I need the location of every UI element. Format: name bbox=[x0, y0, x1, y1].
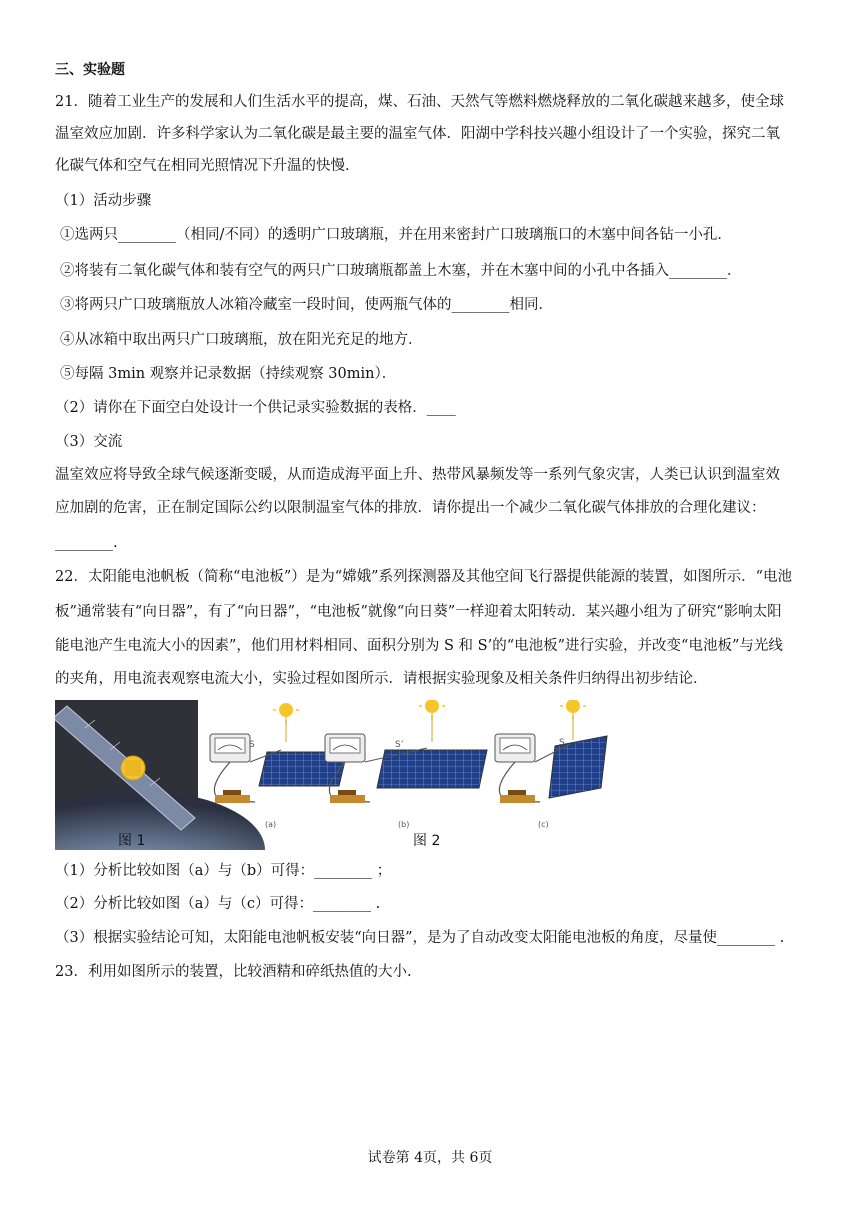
q21-text-line-3: ________. bbox=[55, 535, 118, 551]
q21-part3-title: （3）交流 bbox=[55, 434, 123, 450]
q21-part1-title: （1）活动步骤 bbox=[55, 193, 152, 209]
q22-question-3: （3）根据实验结论可知，太阳能电池帆板安装“向日器”，是为了自动改变太阳能电池板的角度，尽量使________ . bbox=[55, 930, 785, 946]
q21-step-1: ①选两只________（相同/不同）的透明广口玻璃瓶，并在用来密封广口玻璃瓶口的木塞中间各钻一小孔． bbox=[60, 227, 732, 243]
setup-b bbox=[325, 700, 487, 803]
subfig-b-label: (b) bbox=[398, 820, 410, 829]
figure-2-caption: 图 2 bbox=[413, 833, 441, 849]
q22-figure-drawing bbox=[55, 700, 615, 850]
q21-step-3: ③将两只广口玻璃瓶放人冰箱冷藏室一段时间，使两瓶气体的________相同． bbox=[60, 297, 553, 313]
q22-figure bbox=[55, 700, 615, 850]
q23-text: 23．利用如图所示的装置，比较酒精和碎纸热值的大小. bbox=[55, 964, 412, 980]
q21-intro-line-2: 温室效应加剧．许多科学家认为二氧化碳是最主要的温室气体．阳湖中学科技兴趣小组设计了一个实验，探究二氧 bbox=[55, 126, 780, 142]
q22-question-2: （2）分析比较如图（a）与（c）可得：________ . bbox=[55, 896, 381, 912]
q22-question-1: （1）分析比较如图（a）与（b）可得：________ ； bbox=[55, 863, 392, 879]
q22-intro-line-1: 22．太阳能电池帆板（简称“电池板”）是为“嫦娥”系列探测器及其他空间飞行器提供能源的装置，如图所示．“电池 bbox=[55, 569, 793, 585]
satellite-photo bbox=[55, 700, 265, 850]
q21-intro-line-1: 21．随着工业生产的发展和人们生活水平的提高，煤、石油、天然气等燃料燃烧释放的二氧化碳越来越多，使全球 bbox=[55, 94, 784, 110]
q22-intro-line-2: 板”通常装有“向日器”，有了“向日器”，“电池板”就像“向日葵”一样迎着太阳转动．某兴趣小组为了研究“影响太阳 bbox=[55, 604, 782, 620]
page-footer: 试卷第 4页，共 6页 bbox=[367, 1150, 493, 1166]
section-title: 三、实验题 bbox=[55, 62, 125, 78]
label-s-prime: S’ bbox=[395, 740, 404, 750]
q21-step-2: ②将装有二氧化碳气体和装有空气的两只广口玻璃瓶都盖上木塞，并在木塞中间的小孔中各插入________． bbox=[60, 263, 742, 279]
subfig-c-label: (c) bbox=[538, 820, 549, 829]
q21-text-line-1: 温室效应将导致全球气候逐渐变暖，从而造成海平面上升、热带风暴频发等一系列气象灾害，人类已认识到温室效 bbox=[55, 467, 780, 483]
q21-text-line-2: 应加剧的危害，正在制定国际公约以限制温室气体的排放．请你提出一个减少二氧化碳气体排放的合理化建议： bbox=[55, 500, 766, 516]
q21-step-4: ④从冰箱中取出两只广口玻璃瓶，放在阳光充足的地方． bbox=[60, 332, 423, 348]
q21-intro-line-3: 化碳气体和空气在相同光照情况下升温的快慢． bbox=[55, 158, 360, 174]
q21-step-5: ⑤每隔 3min 观察并记录数据（持续观察 30min）． bbox=[60, 366, 397, 382]
label-s: S bbox=[249, 740, 255, 750]
q22-intro-line-3: 能电池产生电流大小的因素”，他们用材料相同、面积分别为 S 和 S’的“电池板”进行实验，并改变“电池板”与光线 bbox=[55, 638, 783, 654]
setup-c bbox=[495, 700, 607, 803]
label-s-c: S bbox=[559, 738, 565, 748]
q22-intro-line-4: 的夹角，用电流表观察电流大小，实验过程如图所示．请根据实验现象及相关条件归纳得出初步结论． bbox=[55, 671, 708, 687]
figure-1-caption: 图 1 bbox=[118, 833, 146, 849]
q21-part2: （2）请你在下面空白处设计一个供记录实验数据的表格．____ bbox=[55, 400, 456, 416]
subfig-a-label: (a) bbox=[265, 820, 277, 829]
